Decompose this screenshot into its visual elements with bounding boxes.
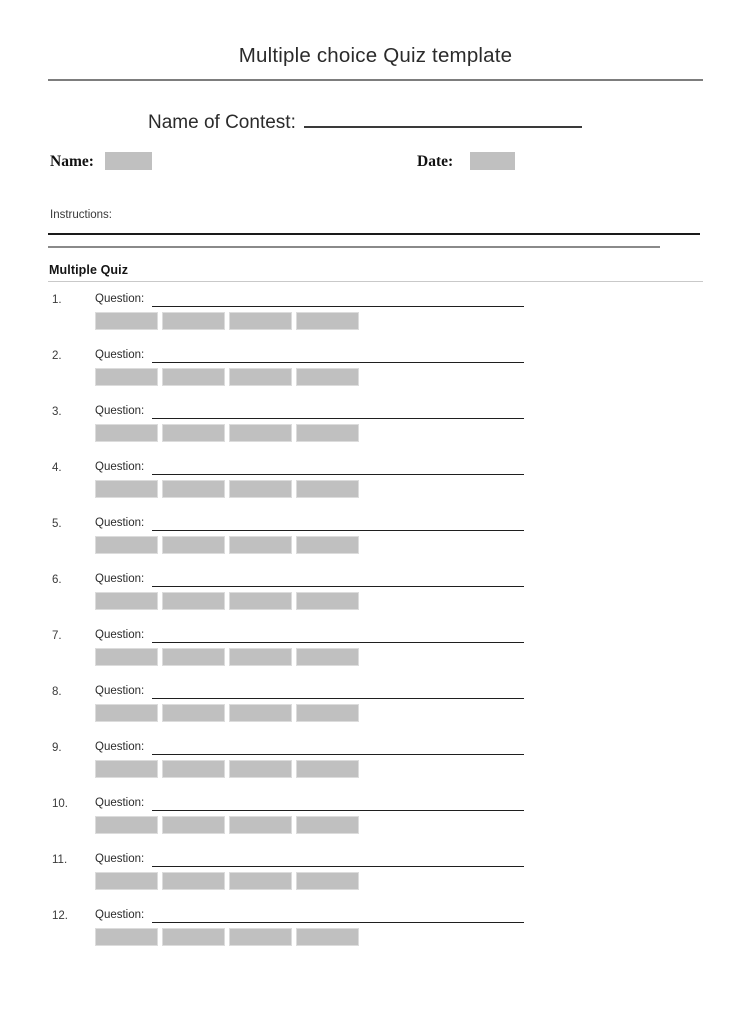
question-text-field[interactable] xyxy=(152,530,524,531)
answer-choice-field[interactable] xyxy=(229,648,292,666)
name-field[interactable] xyxy=(105,152,152,170)
question-number: 9. xyxy=(52,742,62,754)
question-text-field[interactable] xyxy=(152,418,524,419)
answer-choice-group xyxy=(95,872,359,890)
instructions-label: Instructions: xyxy=(50,209,112,221)
answer-choice-field[interactable] xyxy=(95,480,158,498)
answer-choice-field[interactable] xyxy=(296,424,359,442)
answer-choice-field[interactable] xyxy=(229,816,292,834)
question-label: Question: xyxy=(95,741,145,753)
answer-choice-group xyxy=(95,648,359,666)
answer-choice-field[interactable] xyxy=(95,312,158,330)
answer-choice-field[interactable] xyxy=(162,704,225,722)
question-list xyxy=(0,291,753,963)
question-number: 11. xyxy=(52,854,68,866)
question-label: Question: xyxy=(95,909,145,921)
answer-choice-field[interactable] xyxy=(229,872,292,890)
question-number: 6. xyxy=(52,574,62,586)
answer-choice-field[interactable] xyxy=(95,648,158,666)
question-row xyxy=(0,403,753,459)
answer-choice-field[interactable] xyxy=(296,480,359,498)
answer-choice-field[interactable] xyxy=(229,704,292,722)
date-field[interactable] xyxy=(470,152,515,170)
header-divider xyxy=(48,79,703,81)
question-row xyxy=(0,851,753,907)
answer-choice-group xyxy=(95,592,359,610)
answer-choice-field[interactable] xyxy=(229,592,292,610)
answer-choice-field[interactable] xyxy=(95,424,158,442)
answer-choice-group xyxy=(95,704,359,722)
answer-choice-field[interactable] xyxy=(162,592,225,610)
question-row xyxy=(0,907,753,963)
question-row xyxy=(0,459,753,515)
answer-choice-group xyxy=(95,760,359,778)
question-label: Question: xyxy=(95,573,145,585)
question-number: 8. xyxy=(52,686,62,698)
question-number: 5. xyxy=(52,518,62,530)
answer-choice-field[interactable] xyxy=(229,760,292,778)
question-label: Question: xyxy=(95,629,145,641)
contest-name-row xyxy=(148,111,582,134)
question-label: Question: xyxy=(95,685,145,697)
answer-choice-field[interactable] xyxy=(296,312,359,330)
question-number: 12. xyxy=(52,910,68,922)
answer-choice-field[interactable] xyxy=(162,928,225,946)
answer-choice-field[interactable] xyxy=(296,648,359,666)
question-label: Question: xyxy=(95,853,145,865)
answer-choice-field[interactable] xyxy=(162,760,225,778)
answer-choice-field[interactable] xyxy=(229,312,292,330)
answer-choice-field[interactable] xyxy=(95,592,158,610)
question-text-field[interactable] xyxy=(152,754,524,755)
question-label: Question: xyxy=(95,293,145,305)
question-text-field[interactable] xyxy=(152,810,524,811)
question-number: 7. xyxy=(52,630,62,642)
answer-choice-field[interactable] xyxy=(162,368,225,386)
answer-choice-field[interactable] xyxy=(95,760,158,778)
question-text-field[interactable] xyxy=(152,586,524,587)
answer-choice-group xyxy=(95,480,359,498)
question-text-field[interactable] xyxy=(152,642,524,643)
name-label: Name: xyxy=(50,153,94,170)
question-label: Question: xyxy=(95,461,145,473)
question-row xyxy=(0,739,753,795)
answer-choice-field[interactable] xyxy=(296,536,359,554)
answer-choice-field[interactable] xyxy=(162,312,225,330)
answer-choice-field[interactable] xyxy=(95,816,158,834)
answer-choice-field[interactable] xyxy=(296,592,359,610)
answer-choice-field[interactable] xyxy=(162,536,225,554)
question-number: 1. xyxy=(52,294,62,306)
answer-choice-group xyxy=(95,312,359,330)
answer-choice-field[interactable] xyxy=(296,760,359,778)
question-text-field[interactable] xyxy=(152,306,524,307)
question-row xyxy=(0,515,753,571)
question-row xyxy=(0,795,753,851)
answer-choice-field[interactable] xyxy=(162,648,225,666)
section-divider xyxy=(48,281,703,282)
answer-choice-field[interactable] xyxy=(296,368,359,386)
page-title: Multiple choice Quiz template xyxy=(238,44,513,67)
question-row xyxy=(0,347,753,403)
answer-choice-field[interactable] xyxy=(95,368,158,386)
question-text-field[interactable] xyxy=(152,698,524,699)
answer-choice-field[interactable] xyxy=(296,872,359,890)
question-text-field[interactable] xyxy=(152,362,524,363)
question-row xyxy=(0,627,753,683)
answer-choice-field[interactable] xyxy=(296,928,359,946)
answer-choice-field[interactable] xyxy=(229,424,292,442)
question-number: 3. xyxy=(52,406,62,418)
answer-choice-field[interactable] xyxy=(162,816,225,834)
question-text-field[interactable] xyxy=(152,866,524,867)
contest-name-label: Name of Contest: xyxy=(148,112,296,133)
answer-choice-group xyxy=(95,816,359,834)
answer-choice-field[interactable] xyxy=(296,704,359,722)
question-number: 2. xyxy=(52,350,62,362)
question-label: Question: xyxy=(95,797,145,809)
answer-choice-field[interactable] xyxy=(95,872,158,890)
instructions-line-1[interactable] xyxy=(48,233,700,235)
question-label: Question: xyxy=(95,405,145,417)
answer-choice-group xyxy=(95,928,359,946)
answer-choice-field[interactable] xyxy=(162,872,225,890)
answer-choice-field[interactable] xyxy=(95,704,158,722)
answer-choice-field[interactable] xyxy=(229,536,292,554)
question-row xyxy=(0,571,753,627)
answer-choice-field[interactable] xyxy=(296,816,359,834)
question-row xyxy=(0,291,753,347)
answer-choice-field[interactable] xyxy=(95,928,158,946)
section-heading: Multiple Quiz xyxy=(49,263,129,277)
contest-name-field[interactable] xyxy=(304,111,582,128)
question-label: Question: xyxy=(95,349,145,361)
question-row xyxy=(0,683,753,739)
question-text-field[interactable] xyxy=(152,474,524,475)
question-label: Question: xyxy=(95,517,145,529)
answer-choice-field[interactable] xyxy=(229,368,292,386)
answer-choice-field[interactable] xyxy=(162,480,225,498)
answer-choice-field[interactable] xyxy=(229,928,292,946)
answer-choice-field[interactable] xyxy=(229,480,292,498)
instructions-line-2[interactable] xyxy=(48,246,660,248)
answer-choice-field[interactable] xyxy=(162,424,225,442)
answer-choice-group xyxy=(95,424,359,442)
answer-choice-group xyxy=(95,536,359,554)
answer-choice-field[interactable] xyxy=(95,536,158,554)
date-label: Date: xyxy=(417,153,454,170)
question-number: 10. xyxy=(52,798,68,810)
question-text-field[interactable] xyxy=(152,922,524,923)
answer-choice-group xyxy=(95,368,359,386)
question-number: 4. xyxy=(52,462,62,474)
